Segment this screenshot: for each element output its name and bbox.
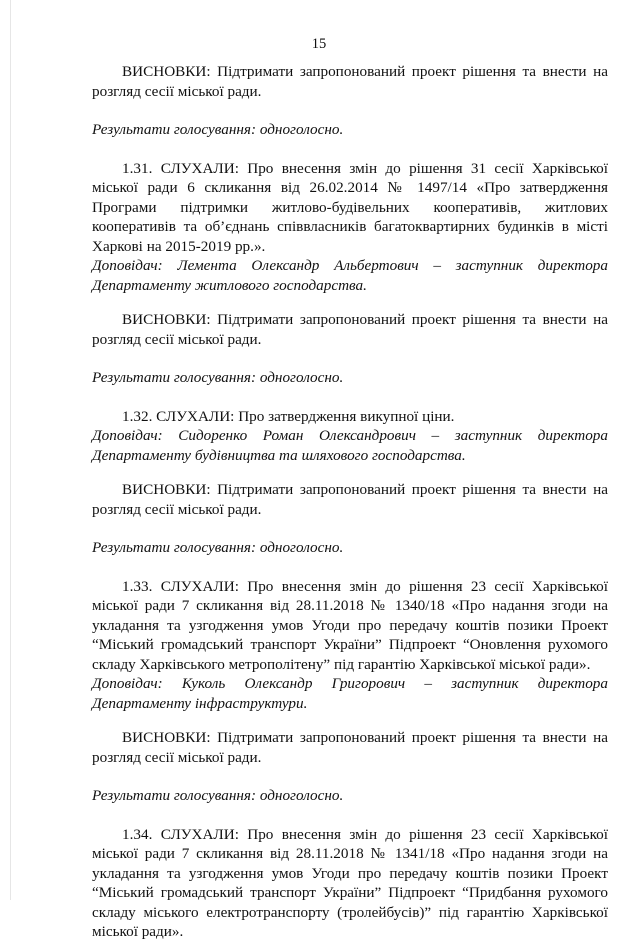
agenda-item-1-33-conclusion: ВИСНОВКИ: Підтримати запропонований проект рішення та внести на розгляд сесії міської ради. [92,729,608,766]
agenda-item-1-31-speaker: Доповідач: Лемента Олександр Альбертович – заступник директора Департаменту житлового господарства. [92,257,608,294]
document-body [92,62,608,942]
agenda-item-1-32-heard: 1.32. СЛУХАЛИ: Про затвердження викупної ціни. [122,407,455,425]
agenda-item-1-31-heard: 1.31. СЛУХАЛИ: Про внесення змін до рішення 31 сесії Харківської міської ради 6 скликання від 26.02.2014 № 1497/14 «Про затвердження Програми підтримки житлово-будівельних кооперативів, житлових кооперативів та об’єднань співвласників багатоквартирних будинків в місті Харкові на 2015-2019 рр.». [92,159,608,255]
scan-edge-line [10,0,11,900]
agenda-item-1-32-speaker: Доповідач: Сидоренко Роман Олександрович – заступник директора Департаменту будівництва та шляхового господарства. [92,427,608,464]
agenda-item-1-33-speaker: Доповідач: Куколь Олександр Григорович – заступник директора Департаменту інфраструктури. [92,675,608,712]
agenda-item-1-33-heard: 1.33. СЛУХАЛИ: Про внесення змін до рішення 23 сесії Харківської міської ради 7 скликання від 28.11.2018 № 1340/18 «Про надання згоди на укладання та узгодження умов Угоди про передачу коштів позики Проект “Міський громадський транспорт України” Підпроект “Оновлення рухомого складу Харківського метрополітену” під гарантію Харківської міської ради». [92,577,608,673]
agenda-item-1-34-heard: 1.34. СЛУХАЛИ: Про внесення змін до рішення 23 сесії Харківської міської ради 7 скликання від 28.11.2018 № 1341/18 «Про надання згоди на укладання та узгодження умов Угоди про передачу коштів позики Проект “Міський громадський транспорт України” Підпроект “Придбання рухомого складу міського електротранспорту (тролейбусів)” під гарантію Харківської міської ради». [92,825,608,940]
agenda-item-1-31-conclusion: ВИСНОВКИ: Підтримати запропонований проект рішення та внести на розгляд сесії міської ради. [92,311,608,348]
agenda-item-1-33-vote: Результати голосування: одноголосно. [92,787,344,804]
page-number: 15 [311,36,327,52]
vote-result: Результати голосування: одноголосно. [92,121,344,138]
conclusion-paragraph: ВИСНОВКИ: Підтримати запропонований проект рішення та внести на розгляд сесії міської ради. [92,63,608,100]
agenda-item-1-32-vote: Результати голосування: одноголосно. [92,539,344,556]
agenda-item-1-32-conclusion: ВИСНОВКИ: Підтримати запропонований проект рішення та внести на розгляд сесії міської ради. [92,481,608,518]
agenda-item-1-31-vote: Результати голосування: одноголосно. [92,369,344,386]
